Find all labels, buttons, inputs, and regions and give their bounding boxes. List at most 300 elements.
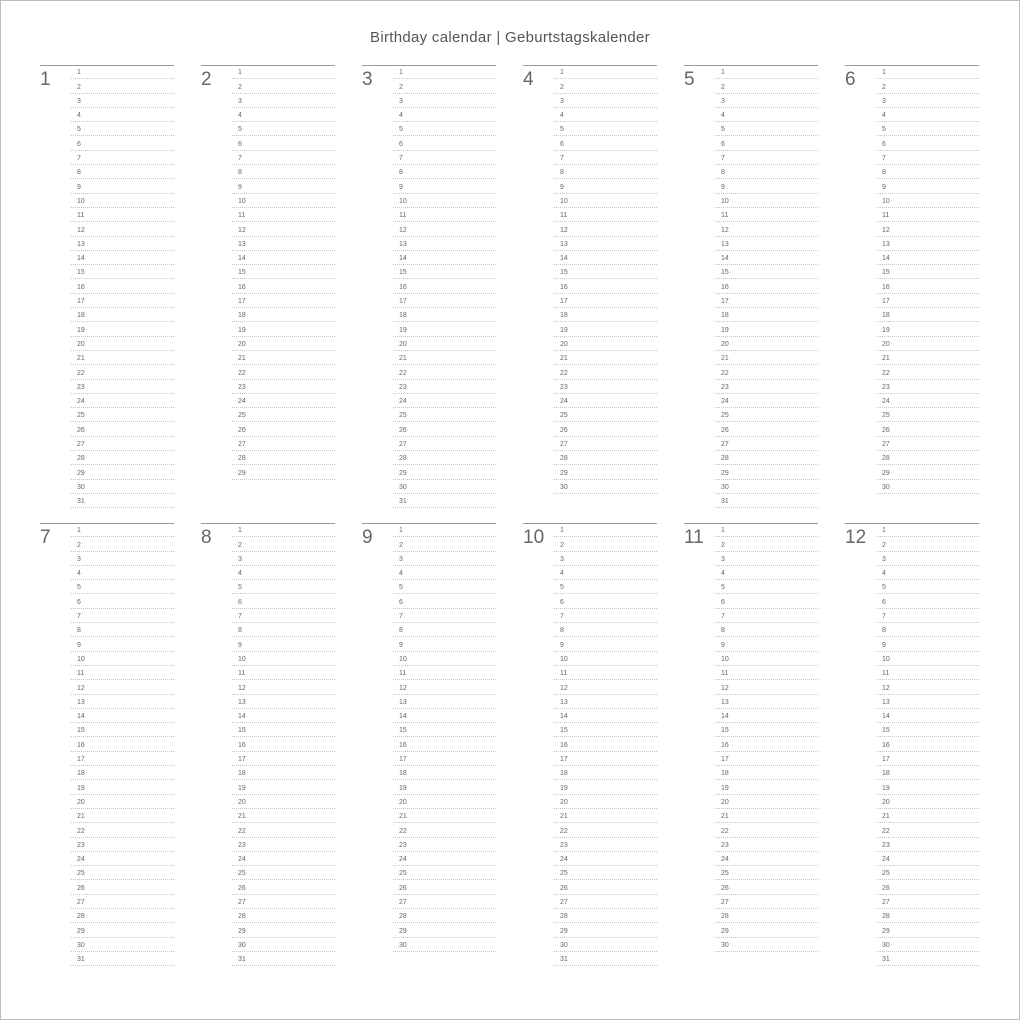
- day-entry-line[interactable]: [554, 852, 657, 866]
- day-entry-line[interactable]: [71, 465, 174, 479]
- day-entry-line[interactable]: [876, 265, 979, 279]
- day-entry-line[interactable]: [715, 623, 818, 637]
- day-entry-line[interactable]: [232, 523, 335, 537]
- day-entry-line[interactable]: [393, 780, 496, 794]
- day-entry-line[interactable]: [876, 308, 979, 322]
- day-entry-line[interactable]: [715, 265, 818, 279]
- day-entry-line[interactable]: [554, 265, 657, 279]
- day-entry-line[interactable]: [232, 437, 335, 451]
- day-entry-line[interactable]: [876, 408, 979, 422]
- day-entry-line[interactable]: [715, 938, 818, 952]
- day-entry-line[interactable]: [876, 880, 979, 894]
- day-entry-line[interactable]: [715, 322, 818, 336]
- day-entry-line[interactable]: [232, 251, 335, 265]
- day-entry-line[interactable]: [876, 566, 979, 580]
- day-entry-line[interactable]: [393, 609, 496, 623]
- day-entry-line[interactable]: [232, 380, 335, 394]
- day-entry-line[interactable]: [393, 666, 496, 680]
- day-entry-line[interactable]: [876, 823, 979, 837]
- day-entry-line[interactable]: [715, 809, 818, 823]
- day-entry-line[interactable]: [876, 79, 979, 93]
- day-entry-line[interactable]: [554, 909, 657, 923]
- day-entry-line[interactable]: [71, 637, 174, 651]
- day-entry-line[interactable]: [876, 952, 979, 966]
- day-entry-line[interactable]: [554, 337, 657, 351]
- day-entry-line[interactable]: [876, 695, 979, 709]
- day-entry-line[interactable]: [876, 580, 979, 594]
- day-entry-line[interactable]: [71, 122, 174, 136]
- day-entry-line[interactable]: [71, 809, 174, 823]
- day-entry-line[interactable]: [232, 923, 335, 937]
- day-entry-line[interactable]: [393, 623, 496, 637]
- day-entry-line[interactable]: [876, 351, 979, 365]
- day-entry-line[interactable]: [554, 952, 657, 966]
- day-entry-line[interactable]: [71, 322, 174, 336]
- day-entry-line[interactable]: [71, 552, 174, 566]
- day-entry-line[interactable]: [715, 94, 818, 108]
- day-entry-line[interactable]: [554, 580, 657, 594]
- day-entry-line[interactable]: [554, 465, 657, 479]
- day-entry-line[interactable]: [393, 766, 496, 780]
- day-entry-line[interactable]: [715, 365, 818, 379]
- day-entry-line[interactable]: [715, 880, 818, 894]
- day-entry-line[interactable]: [554, 365, 657, 379]
- day-entry-line[interactable]: [715, 337, 818, 351]
- day-entry-line[interactable]: [715, 752, 818, 766]
- day-entry-line[interactable]: [393, 151, 496, 165]
- day-entry-line[interactable]: [393, 351, 496, 365]
- day-entry-line[interactable]: [232, 838, 335, 852]
- day-entry-line[interactable]: [232, 623, 335, 637]
- day-entry-line[interactable]: [715, 194, 818, 208]
- day-entry-line[interactable]: [232, 108, 335, 122]
- day-entry-line[interactable]: [715, 637, 818, 651]
- day-entry-line[interactable]: [393, 237, 496, 251]
- day-entry-line[interactable]: [232, 237, 335, 251]
- day-entry-line[interactable]: [393, 294, 496, 308]
- day-entry-line[interactable]: [554, 709, 657, 723]
- day-entry-line[interactable]: [554, 652, 657, 666]
- day-entry-line[interactable]: [554, 695, 657, 709]
- day-entry-line[interactable]: [715, 852, 818, 866]
- day-entry-line[interactable]: [232, 938, 335, 952]
- day-entry-line[interactable]: [554, 208, 657, 222]
- day-entry-line[interactable]: [715, 823, 818, 837]
- day-entry-line[interactable]: [876, 780, 979, 794]
- day-entry-line[interactable]: [393, 136, 496, 150]
- day-entry-line[interactable]: [232, 79, 335, 93]
- day-entry-line[interactable]: [715, 723, 818, 737]
- day-entry-line[interactable]: [232, 909, 335, 923]
- day-entry-line[interactable]: [393, 79, 496, 93]
- day-entry-line[interactable]: [393, 265, 496, 279]
- day-entry-line[interactable]: [393, 451, 496, 465]
- day-entry-line[interactable]: [232, 609, 335, 623]
- day-entry-line[interactable]: [715, 165, 818, 179]
- day-entry-line[interactable]: [232, 294, 335, 308]
- day-entry-line[interactable]: [71, 895, 174, 909]
- day-entry-line[interactable]: [554, 222, 657, 236]
- day-entry-line[interactable]: [554, 923, 657, 937]
- day-entry-line[interactable]: [715, 652, 818, 666]
- day-entry-line[interactable]: [876, 709, 979, 723]
- day-entry-line[interactable]: [232, 709, 335, 723]
- day-entry-line[interactable]: [715, 766, 818, 780]
- day-entry-line[interactable]: [554, 537, 657, 551]
- day-entry-line[interactable]: [71, 265, 174, 279]
- day-entry-line[interactable]: [71, 838, 174, 852]
- day-entry-line[interactable]: [876, 852, 979, 866]
- day-entry-line[interactable]: [715, 709, 818, 723]
- day-entry-line[interactable]: [554, 322, 657, 336]
- day-entry-line[interactable]: [71, 823, 174, 837]
- day-entry-line[interactable]: [876, 752, 979, 766]
- day-entry-line[interactable]: [876, 938, 979, 952]
- day-entry-line[interactable]: [71, 923, 174, 937]
- day-entry-line[interactable]: [554, 780, 657, 794]
- day-entry-line[interactable]: [715, 494, 818, 508]
- day-entry-line[interactable]: [393, 652, 496, 666]
- day-entry-line[interactable]: [715, 537, 818, 551]
- day-entry-line[interactable]: [393, 880, 496, 894]
- day-entry-line[interactable]: [554, 294, 657, 308]
- day-entry-line[interactable]: [71, 952, 174, 966]
- day-entry-line[interactable]: [554, 394, 657, 408]
- day-entry-line[interactable]: [876, 465, 979, 479]
- day-entry-line[interactable]: [715, 594, 818, 608]
- day-entry-line[interactable]: [876, 237, 979, 251]
- day-entry-line[interactable]: [876, 866, 979, 880]
- day-entry-line[interactable]: [232, 866, 335, 880]
- day-entry-line[interactable]: [554, 523, 657, 537]
- day-entry-line[interactable]: [232, 194, 335, 208]
- day-entry-line[interactable]: [876, 279, 979, 293]
- day-entry-line[interactable]: [71, 494, 174, 508]
- day-entry-line[interactable]: [876, 108, 979, 122]
- day-entry-line[interactable]: [876, 723, 979, 737]
- day-entry-line[interactable]: [71, 480, 174, 494]
- day-entry-line[interactable]: [71, 422, 174, 436]
- day-entry-line[interactable]: [715, 909, 818, 923]
- day-entry-line[interactable]: [554, 165, 657, 179]
- day-entry-line[interactable]: [554, 351, 657, 365]
- day-entry-line[interactable]: [715, 695, 818, 709]
- day-entry-line[interactable]: [715, 351, 818, 365]
- day-entry-line[interactable]: [232, 666, 335, 680]
- day-entry-line[interactable]: [232, 566, 335, 580]
- day-entry-line[interactable]: [393, 465, 496, 479]
- day-entry-line[interactable]: [715, 108, 818, 122]
- day-entry-line[interactable]: [393, 737, 496, 751]
- day-entry-line[interactable]: [554, 251, 657, 265]
- day-entry-line[interactable]: [393, 537, 496, 551]
- day-entry-line[interactable]: [393, 795, 496, 809]
- day-entry-line[interactable]: [71, 308, 174, 322]
- day-entry-line[interactable]: [232, 408, 335, 422]
- day-entry-line[interactable]: [393, 222, 496, 236]
- day-entry-line[interactable]: [232, 880, 335, 894]
- day-entry-line[interactable]: [876, 251, 979, 265]
- day-entry-line[interactable]: [554, 552, 657, 566]
- day-entry-line[interactable]: [232, 151, 335, 165]
- day-entry-line[interactable]: [71, 108, 174, 122]
- day-entry-line[interactable]: [71, 394, 174, 408]
- day-entry-line[interactable]: [554, 308, 657, 322]
- day-entry-line[interactable]: [232, 265, 335, 279]
- day-entry-line[interactable]: [232, 394, 335, 408]
- day-entry-line[interactable]: [876, 623, 979, 637]
- day-entry-line[interactable]: [876, 523, 979, 537]
- day-entry-line[interactable]: [876, 94, 979, 108]
- day-entry-line[interactable]: [393, 179, 496, 193]
- day-entry-line[interactable]: [715, 895, 818, 909]
- day-entry-line[interactable]: [71, 795, 174, 809]
- day-entry-line[interactable]: [393, 723, 496, 737]
- day-entry-line[interactable]: [393, 165, 496, 179]
- day-entry-line[interactable]: [393, 308, 496, 322]
- day-entry-line[interactable]: [71, 594, 174, 608]
- day-entry-line[interactable]: [71, 380, 174, 394]
- day-entry-line[interactable]: [554, 194, 657, 208]
- day-entry-line[interactable]: [715, 179, 818, 193]
- day-entry-line[interactable]: [554, 79, 657, 93]
- day-entry-line[interactable]: [393, 695, 496, 709]
- day-entry-line[interactable]: [393, 94, 496, 108]
- day-entry-line[interactable]: [876, 895, 979, 909]
- day-entry-line[interactable]: [393, 380, 496, 394]
- day-entry-line[interactable]: [876, 122, 979, 136]
- day-entry-line[interactable]: [71, 737, 174, 751]
- day-entry-line[interactable]: [715, 523, 818, 537]
- day-entry-line[interactable]: [554, 752, 657, 766]
- day-entry-line[interactable]: [71, 780, 174, 794]
- day-entry-line[interactable]: [554, 279, 657, 293]
- day-entry-line[interactable]: [554, 766, 657, 780]
- day-entry-line[interactable]: [393, 480, 496, 494]
- day-entry-line[interactable]: [393, 194, 496, 208]
- day-entry-line[interactable]: [71, 251, 174, 265]
- day-entry-line[interactable]: [715, 308, 818, 322]
- day-entry-line[interactable]: [876, 380, 979, 394]
- day-entry-line[interactable]: [715, 566, 818, 580]
- day-entry-line[interactable]: [715, 780, 818, 794]
- day-entry-line[interactable]: [71, 866, 174, 880]
- day-entry-line[interactable]: [393, 923, 496, 937]
- day-entry-line[interactable]: [232, 823, 335, 837]
- day-entry-line[interactable]: [876, 594, 979, 608]
- day-entry-line[interactable]: [71, 709, 174, 723]
- day-entry-line[interactable]: [715, 380, 818, 394]
- day-entry-line[interactable]: [715, 680, 818, 694]
- day-entry-line[interactable]: [232, 322, 335, 336]
- day-entry-line[interactable]: [554, 795, 657, 809]
- day-entry-line[interactable]: [71, 337, 174, 351]
- day-entry-line[interactable]: [232, 695, 335, 709]
- day-entry-line[interactable]: [554, 666, 657, 680]
- day-entry-line[interactable]: [393, 523, 496, 537]
- day-entry-line[interactable]: [71, 365, 174, 379]
- day-entry-line[interactable]: [554, 380, 657, 394]
- day-entry-line[interactable]: [393, 394, 496, 408]
- day-entry-line[interactable]: [393, 566, 496, 580]
- day-entry-line[interactable]: [71, 609, 174, 623]
- day-entry-line[interactable]: [554, 422, 657, 436]
- day-entry-line[interactable]: [232, 136, 335, 150]
- day-entry-line[interactable]: [876, 322, 979, 336]
- day-entry-line[interactable]: [554, 823, 657, 837]
- day-entry-line[interactable]: [554, 895, 657, 909]
- day-entry-line[interactable]: [71, 723, 174, 737]
- day-entry-line[interactable]: [393, 65, 496, 79]
- day-entry-line[interactable]: [554, 637, 657, 651]
- day-entry-line[interactable]: [232, 895, 335, 909]
- day-entry-line[interactable]: [71, 294, 174, 308]
- day-entry-line[interactable]: [554, 723, 657, 737]
- day-entry-line[interactable]: [715, 465, 818, 479]
- day-entry-line[interactable]: [876, 552, 979, 566]
- day-entry-line[interactable]: [876, 795, 979, 809]
- day-entry-line[interactable]: [554, 566, 657, 580]
- day-entry-line[interactable]: [554, 594, 657, 608]
- day-entry-line[interactable]: [232, 680, 335, 694]
- day-entry-line[interactable]: [876, 165, 979, 179]
- day-entry-line[interactable]: [876, 151, 979, 165]
- day-entry-line[interactable]: [232, 351, 335, 365]
- day-entry-line[interactable]: [715, 795, 818, 809]
- day-entry-line[interactable]: [715, 666, 818, 680]
- day-entry-line[interactable]: [71, 623, 174, 637]
- day-entry-line[interactable]: [232, 422, 335, 436]
- day-entry-line[interactable]: [71, 437, 174, 451]
- day-entry-line[interactable]: [71, 165, 174, 179]
- day-entry-line[interactable]: [715, 866, 818, 880]
- day-entry-line[interactable]: [393, 365, 496, 379]
- day-entry-line[interactable]: [554, 65, 657, 79]
- day-entry-line[interactable]: [554, 737, 657, 751]
- day-entry-line[interactable]: [876, 480, 979, 494]
- day-entry-line[interactable]: [876, 65, 979, 79]
- day-entry-line[interactable]: [393, 823, 496, 837]
- day-entry-line[interactable]: [715, 552, 818, 566]
- day-entry-line[interactable]: [876, 809, 979, 823]
- day-entry-line[interactable]: [876, 838, 979, 852]
- day-entry-line[interactable]: [393, 437, 496, 451]
- day-entry-line[interactable]: [715, 580, 818, 594]
- day-entry-line[interactable]: [393, 208, 496, 222]
- day-entry-line[interactable]: [232, 637, 335, 651]
- day-entry-line[interactable]: [554, 866, 657, 880]
- day-entry-line[interactable]: [876, 652, 979, 666]
- day-entry-line[interactable]: [876, 737, 979, 751]
- day-entry-line[interactable]: [554, 809, 657, 823]
- day-entry-line[interactable]: [232, 723, 335, 737]
- day-entry-line[interactable]: [876, 666, 979, 680]
- day-entry-line[interactable]: [554, 437, 657, 451]
- day-entry-line[interactable]: [71, 695, 174, 709]
- day-entry-line[interactable]: [554, 122, 657, 136]
- day-entry-line[interactable]: [393, 909, 496, 923]
- day-entry-line[interactable]: [393, 251, 496, 265]
- day-entry-line[interactable]: [71, 94, 174, 108]
- day-entry-line[interactable]: [715, 65, 818, 79]
- day-entry-line[interactable]: [232, 222, 335, 236]
- day-entry-line[interactable]: [715, 437, 818, 451]
- day-entry-line[interactable]: [232, 279, 335, 293]
- day-entry-line[interactable]: [71, 652, 174, 666]
- day-entry-line[interactable]: [393, 866, 496, 880]
- day-entry-line[interactable]: [232, 365, 335, 379]
- day-entry-line[interactable]: [393, 279, 496, 293]
- day-entry-line[interactable]: [71, 65, 174, 79]
- day-entry-line[interactable]: [393, 322, 496, 336]
- day-entry-line[interactable]: [71, 909, 174, 923]
- day-entry-line[interactable]: [393, 709, 496, 723]
- day-entry-line[interactable]: [554, 451, 657, 465]
- day-entry-line[interactable]: [715, 222, 818, 236]
- day-entry-line[interactable]: [715, 408, 818, 422]
- day-entry-line[interactable]: [71, 938, 174, 952]
- day-entry-line[interactable]: [876, 194, 979, 208]
- day-entry-line[interactable]: [71, 523, 174, 537]
- day-entry-line[interactable]: [393, 494, 496, 508]
- day-entry-line[interactable]: [715, 838, 818, 852]
- day-entry-line[interactable]: [554, 94, 657, 108]
- day-entry-line[interactable]: [232, 94, 335, 108]
- day-entry-line[interactable]: [876, 208, 979, 222]
- day-entry-line[interactable]: [715, 737, 818, 751]
- day-entry-line[interactable]: [554, 179, 657, 193]
- day-entry-line[interactable]: [876, 909, 979, 923]
- day-entry-line[interactable]: [393, 838, 496, 852]
- day-entry-line[interactable]: [71, 237, 174, 251]
- day-entry-line[interactable]: [715, 208, 818, 222]
- day-entry-line[interactable]: [393, 408, 496, 422]
- day-entry-line[interactable]: [876, 609, 979, 623]
- day-entry-line[interactable]: [876, 222, 979, 236]
- day-entry-line[interactable]: [554, 609, 657, 623]
- day-entry-line[interactable]: [71, 880, 174, 894]
- day-entry-line[interactable]: [554, 938, 657, 952]
- day-entry-line[interactable]: [876, 451, 979, 465]
- day-entry-line[interactable]: [393, 337, 496, 351]
- day-entry-line[interactable]: [393, 422, 496, 436]
- day-entry-line[interactable]: [554, 408, 657, 422]
- day-entry-line[interactable]: [715, 923, 818, 937]
- day-entry-line[interactable]: [71, 752, 174, 766]
- day-entry-line[interactable]: [232, 65, 335, 79]
- day-entry-line[interactable]: [554, 880, 657, 894]
- day-entry-line[interactable]: [715, 279, 818, 293]
- day-entry-line[interactable]: [876, 637, 979, 651]
- day-entry-line[interactable]: [232, 122, 335, 136]
- day-entry-line[interactable]: [393, 852, 496, 866]
- day-entry-line[interactable]: [232, 952, 335, 966]
- day-entry-line[interactable]: [232, 795, 335, 809]
- day-entry-line[interactable]: [876, 337, 979, 351]
- day-entry-line[interactable]: [232, 179, 335, 193]
- day-entry-line[interactable]: [71, 279, 174, 293]
- day-entry-line[interactable]: [876, 923, 979, 937]
- day-entry-line[interactable]: [71, 179, 174, 193]
- day-entry-line[interactable]: [393, 809, 496, 823]
- day-entry-line[interactable]: [232, 809, 335, 823]
- day-entry-line[interactable]: [232, 337, 335, 351]
- day-entry-line[interactable]: [71, 194, 174, 208]
- day-entry-line[interactable]: [393, 580, 496, 594]
- day-entry-line[interactable]: [876, 179, 979, 193]
- day-entry-line[interactable]: [232, 552, 335, 566]
- day-entry-line[interactable]: [232, 451, 335, 465]
